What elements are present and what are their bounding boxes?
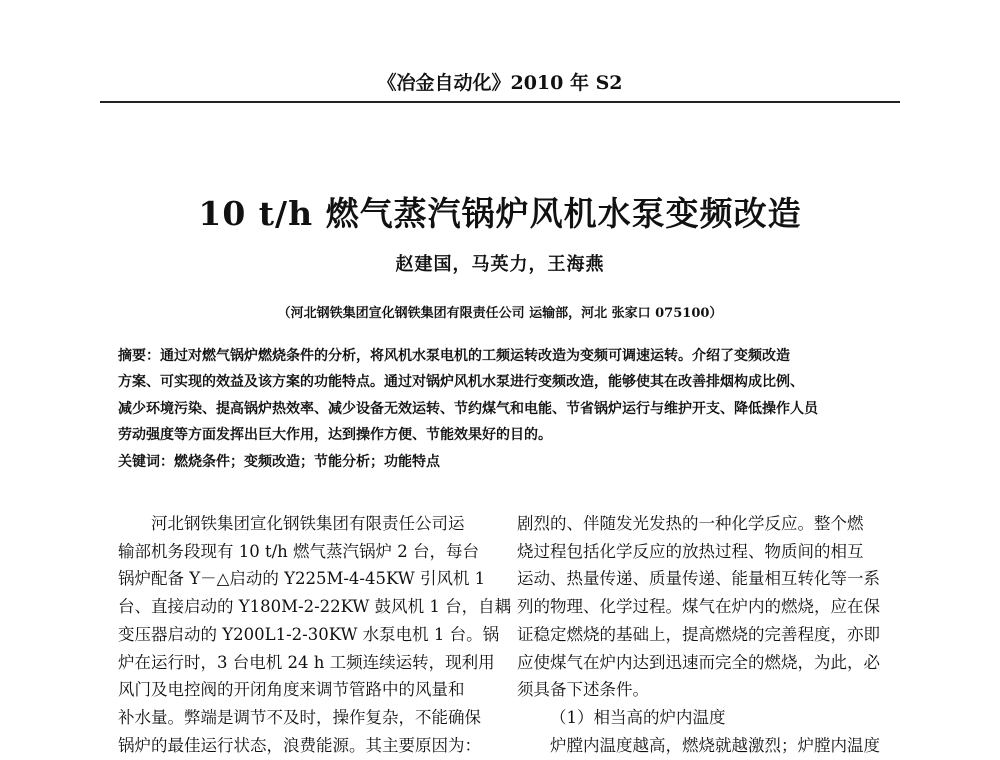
body-line: 炉在运行时，3 台电机 24 h 工频连续运转，现利用 — [118, 652, 495, 672]
body-line: 变压器启动的 Y200L1-2-30KW 水泵电机 1 台。锅 — [118, 624, 500, 644]
journal-header: 《冶金自动化》2010 年 S2 — [377, 72, 623, 94]
paper-title: 10 t/h 燃气蒸汽锅炉风机水泵变频改造 — [198, 194, 802, 233]
body-line: 补水量。弊端是调节不及时，操作复杂，不能确保 — [118, 707, 481, 727]
keywords: 关键词：燃烧条件；变频改造；节能分析；功能特点 — [118, 454, 440, 470]
body-left-column — [118, 510, 511, 759]
body-line: 锅炉的最佳运行状态，浪费能源。其主要原因为： — [118, 735, 481, 755]
body-line: 河北钢铁集团宣化钢铁集团有限责任公司运 — [151, 514, 465, 533]
body-line: 烧过程包括化学反应的放热过程、物质间的相互 — [517, 541, 864, 561]
body-line: 剧烈的、伴随发光发热的一种化学反应。整个燃 — [517, 514, 864, 533]
authors: 赵建国，马英力，王海燕 — [395, 254, 605, 275]
body-line: 须具备下述条件。 — [517, 680, 649, 700]
body-line: 运动、热量传递、质量传递、能量相互转化等一系 — [517, 569, 880, 589]
section-heading: （1）相当高的炉内温度 — [550, 707, 726, 727]
body-line: 输部机务段现有 10 t/h 燃气蒸汽锅炉 2 台，每台 — [118, 541, 480, 561]
body-right-column — [517, 510, 880, 759]
affiliation: （河北钢铁集团宣化钢铁集团有限责任公司 运输部，河北 张家口 075100） — [277, 306, 723, 321]
body-line: 风门及电控阀的开闭角度来调节管路中的风量和 — [118, 680, 465, 700]
body-line: 应使煤气在炉内达到迅速而完全的燃烧，为此，必 — [517, 652, 880, 672]
body-line: 列的物理、化学过程。煤气在炉内的燃烧，应在保 — [517, 597, 880, 617]
abstract-line: 摘要：通过对燃气锅炉燃烧条件的分析，将风机水泵电机的工频运转改造为变频可调速运转。介绍了变频改造 — [118, 348, 790, 364]
body-line: 台、直接启动的 Y180M-2-22KW 鼓风机 1 台，自耦 — [118, 597, 512, 617]
abstract-line: 劳动强度等方面发挥出巨大作用，达到操作方便、节能效果好的目的。 — [118, 427, 552, 443]
abstract-line: 方案、可实现的效益及该方案的功能特点。通过对锅炉风机水泵进行变频改造，能够使其在改善排烟构成比例、 — [118, 374, 804, 390]
body-line: 证稳定燃烧的基础上，提高燃烧的完善程度，亦即 — [517, 624, 880, 644]
body-line: 炉膛内温度越高，燃烧就越激烈；炉膛内温度 — [550, 735, 880, 755]
abstract-line: 减少环境污染、提高锅炉热效率、减少设备无效运转、节约煤气和电能、节省锅炉运行与维护开支、降低操作人员 — [118, 401, 818, 417]
body-line: 锅炉配备 Y－△启动的 Y225M-4-45KW 引风机 1 — [118, 569, 486, 589]
header-rule — [100, 101, 900, 103]
